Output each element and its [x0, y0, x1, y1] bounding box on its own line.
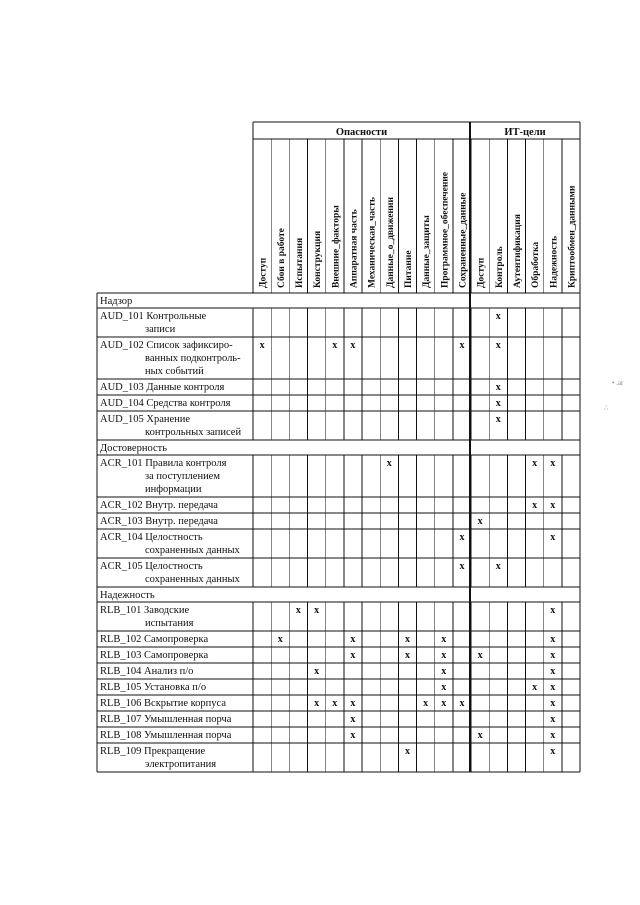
section-title: Надзор: [100, 296, 133, 307]
mark-cell: x: [459, 532, 465, 543]
column-header: Испытания: [294, 237, 305, 288]
mark-cell: x: [350, 340, 356, 351]
mark-cell: x: [532, 682, 538, 693]
mark-cell: x: [495, 340, 501, 351]
requirement-label: ванных подконтроль-: [145, 353, 241, 364]
mark-cell: x: [350, 650, 356, 661]
requirement-label: RLB_103 Самопроверка: [100, 650, 209, 661]
requirement-label: RLB_101 Заводские: [100, 605, 190, 616]
column-header: Данные_защиты: [422, 215, 433, 288]
requirement-label: RLB_104 Анализ п/о: [100, 666, 194, 677]
mark-cell: x: [314, 605, 320, 616]
column-header: Программное_обеспечение: [440, 171, 451, 288]
section-title: Надежность: [100, 590, 155, 601]
requirement-label: информации: [145, 484, 202, 495]
requirement-label: RLB_108 Умышленная порча: [100, 730, 232, 741]
mark-cell: x: [350, 698, 356, 709]
mark-cell: x: [550, 730, 556, 741]
mark-cell: x: [350, 714, 356, 725]
mark-cell: x: [423, 698, 429, 709]
column-header: Криптообмен_данными: [567, 185, 578, 288]
mark-cell: x: [495, 398, 501, 409]
mark-cell: x: [350, 634, 356, 645]
mark-cell: x: [459, 340, 465, 351]
mark-cell: x: [459, 698, 465, 709]
mark-cell: x: [550, 650, 556, 661]
column-header: Механическая_часть: [367, 196, 378, 288]
mark-cell: x: [459, 561, 465, 572]
requirement-label: испытания: [145, 618, 194, 629]
mark-cell: x: [550, 605, 556, 616]
mark-cell: x: [350, 730, 356, 741]
requirement-label: ACR_104 Целостность: [100, 532, 203, 543]
mark-cell: x: [550, 500, 556, 511]
requirement-label: ACR_101 Правила контроля: [100, 458, 227, 469]
requirement-label: ACR_102 Внутр. передача: [100, 500, 218, 511]
mark-cell: x: [441, 666, 447, 677]
scan-speck: ∴: [604, 404, 609, 412]
requirement-label: AUD_103 Данные контроля: [100, 382, 225, 393]
column-header: Доступ: [258, 257, 269, 288]
group-header-it-goals: ИТ-цели: [504, 127, 546, 138]
requirement-label: RLB_102 Самопроверка: [100, 634, 209, 645]
mark-cell: x: [550, 746, 556, 757]
mark-cell: x: [441, 682, 447, 693]
column-header: Надежность: [549, 235, 560, 288]
mark-cell: x: [550, 666, 556, 677]
mark-cell: x: [477, 516, 483, 527]
requirement-label: ных событий: [145, 366, 204, 377]
mark-cell: x: [332, 340, 338, 351]
requirement-label: AUD_104 Средства контроля: [100, 398, 231, 409]
mark-cell: x: [550, 714, 556, 725]
requirement-label: AUD_105 Хранение: [100, 414, 191, 425]
column-header: Доступ: [476, 257, 487, 288]
column-header: Внешние_факторы: [331, 205, 342, 288]
requirement-label: RLB_105 Установка п/о: [100, 682, 207, 693]
column-header: Сбои в работе: [276, 228, 287, 288]
mark-cell: x: [259, 340, 265, 351]
mark-cell: x: [550, 682, 556, 693]
mark-cell: x: [404, 746, 410, 757]
mark-cell: x: [532, 500, 538, 511]
section-title: Достоверность: [100, 443, 168, 454]
mark-cell: x: [441, 650, 447, 661]
mark-cell: x: [404, 650, 410, 661]
column-header: Контроль: [494, 246, 505, 288]
requirement-label: электропитания: [145, 759, 217, 770]
scan-speck: • .ar: [612, 379, 624, 387]
mark-cell: x: [477, 730, 483, 741]
requirement-label: ACR_103 Внутр. передача: [100, 516, 218, 527]
mark-cell: x: [477, 650, 483, 661]
mark-cell: x: [532, 458, 538, 469]
requirement-label: AUD_102 Список зафиксиро-: [100, 340, 233, 351]
requirement-label: за поступлением: [145, 471, 220, 482]
requirement-label: контрольных записей: [145, 427, 242, 438]
mark-cell: x: [386, 458, 392, 469]
requirement-label: сохраненных данных: [145, 545, 240, 556]
mark-cell: x: [314, 666, 320, 677]
mark-cell: x: [495, 414, 501, 425]
column-header: Данные_о_движении: [385, 197, 396, 288]
requirement-label: ACR_105 Целостность: [100, 561, 203, 572]
column-header: Аппаратная часть: [349, 209, 360, 288]
column-header: Сохраненные_данные: [458, 192, 469, 288]
mark-cell: x: [314, 698, 320, 709]
mark-cell: x: [550, 532, 556, 543]
column-header: Аутентификация: [512, 214, 523, 288]
column-header: Обработка: [531, 241, 542, 288]
requirement-label: RLB_106 Вскрытие корпуса: [100, 698, 226, 709]
column-header: Конструкция: [313, 230, 324, 288]
mark-cell: x: [495, 561, 501, 572]
group-header-threats: Опасности: [335, 127, 388, 138]
mark-cell: x: [495, 311, 501, 322]
mark-cell: x: [550, 634, 556, 645]
requirement-label: сохраненных данных: [145, 574, 240, 585]
mark-cell: x: [550, 698, 556, 709]
mark-cell: x: [332, 698, 338, 709]
requirement-label: RLB_109 Прекращение: [100, 746, 206, 757]
mark-cell: x: [441, 698, 447, 709]
mark-cell: x: [495, 382, 501, 393]
column-header: Питание: [403, 250, 414, 288]
requirement-label: записи: [145, 324, 176, 335]
mark-cell: x: [295, 605, 301, 616]
requirement-label: AUD_101 Контрольные: [100, 311, 207, 322]
mark-cell: x: [441, 634, 447, 645]
mark-cell: x: [277, 634, 283, 645]
mark-cell: x: [404, 634, 410, 645]
mark-cell: x: [550, 458, 556, 469]
requirement-label: RLB_107 Умышленная порча: [100, 714, 232, 725]
